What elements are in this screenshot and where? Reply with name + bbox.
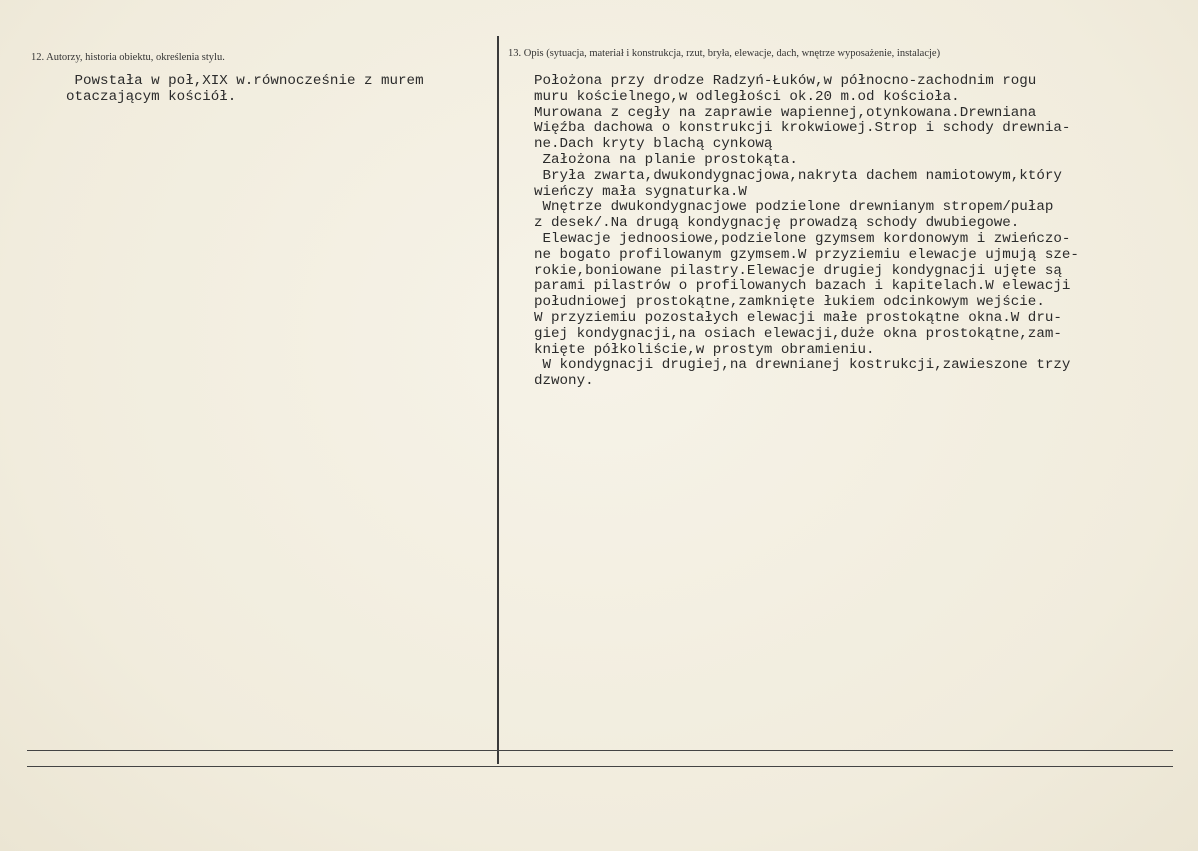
text-line: Założona na planie prostokąta. [534,151,798,168]
text-line: rokie,boniowane pilastry.Elewacje drugiej kondygnacji ujęte są [534,262,1062,279]
text-line: Wnętrze dwukondygnacjowe podzielone drewnianym stropem/pułap [534,199,1054,216]
text-line: Więźba dachowa o konstrukcji krokwiowej.Strop i schody drewnia- [534,120,1071,137]
text-line: otaczającym kościół. [66,88,237,105]
text-line: z desek/.Na drugą kondygnację prowadzą schody dwubiegowe. [534,215,1020,232]
text-line: parami pilastrów o profilowanych bazach i kapitelach.W elewacji [534,278,1071,295]
text-line: wieńczy mała sygnaturka.W [534,183,747,200]
text-line: południowej prostokątne,zamknięte łukiem odcinkowym wejście. [534,294,1045,311]
column-divider [497,36,499,764]
text-line: giej kondygnacji,na osiach elewacji,duże okna prostokątne,zam- [534,325,1062,342]
text-line: W przyziemiu pozostałych elewacji małe prostokątne okna.W dru- [534,309,1062,326]
section-13-text [534,74,1079,390]
bottom-rule-lower [27,766,1173,767]
text-line: Murowana z cegły na zaprawie wapiennej,otynkowana.Drewniana [534,104,1037,121]
text-line: ne.Dach kryty blachą cynkową [534,136,773,153]
bottom-rule-upper [27,750,1173,751]
section-13-label: 13. Opis (sytuacja, materiał i konstrukcja, rzut, bryła, elewacje, dach, wnętrze wyposażenie, instalacje) [508,48,941,59]
text-line: knięte półkoliście,w prostym obramieniu. [534,341,875,358]
text-line: ne bogato profilowanym gzymsem.W przyziemiu elewacje ujmują sze- [534,246,1079,263]
text-line: muru kościelnego,w odległości ok.20 m.od kościoła. [534,88,960,105]
section-12-text [66,74,424,106]
text-line: Bryła zwarta,dwukondygnacjowa,nakryta dachem namiotowym,który [534,167,1062,184]
text-line: Położona przy drodze Radzyń-Łuków,w północno-zachodnim rogu [534,73,1037,89]
text-line: Elewacje jednoosiowe,podzielone gzymsem kordonowym i zwieńczo- [534,230,1071,247]
text-line: W kondygnacji drugiej,na drewnianej kostrukcji,zawieszone trzy [534,357,1071,374]
text-line: Powstała w poł,XIX w.równocześnie z murem [66,73,424,89]
section-12-label: 12. Autorzy, historia obiektu, określenia stylu. [31,52,225,63]
text-line: dzwony. [534,373,594,390]
